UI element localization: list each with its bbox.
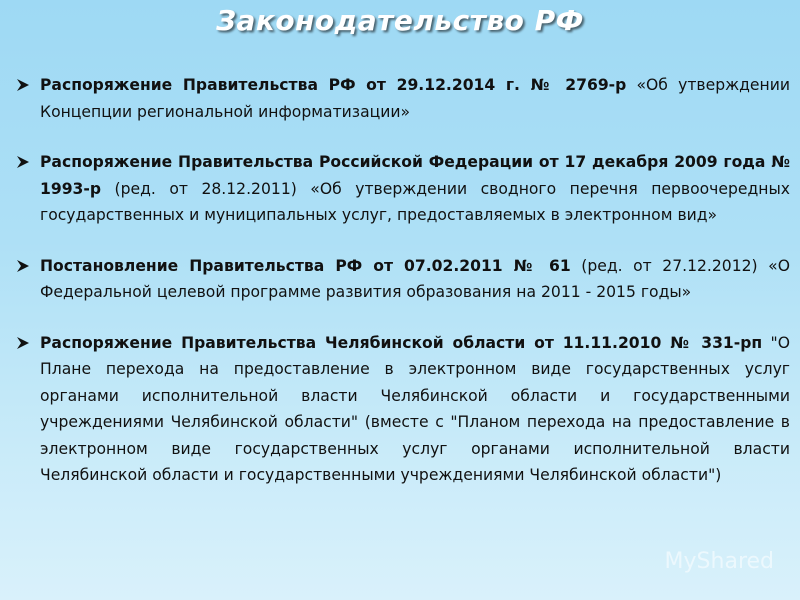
arrow-bullet-icon bbox=[16, 72, 34, 98]
document-description: «Об утверждении Концепции региональной информатизации» bbox=[40, 76, 790, 121]
document-reference: Распоряжение Правительства Челябинской области от 11.11.2010 № 331-рп bbox=[40, 333, 763, 352]
document-description: "О Плане перехода на предоставление в электронном виде государственных услуг органами исполнительной власти Челябинской области и государственными учреждениями Челябинской области" (вместе с "Планом перехода на предоставление в электронном виде государственных услуг органами исполнительной власти Челябинской области и государственными учреждениями Челябинской области") bbox=[40, 333, 790, 484]
document-description: (ред. от 27.12.2012) «О Федеральной целевой программе развития образования на 2011 - 2015 годы» bbox=[40, 256, 791, 301]
arrow-bullet-icon bbox=[16, 149, 34, 175]
document-reference: Постановление Правительства РФ от 07.02.2011 № 61 bbox=[40, 256, 571, 275]
watermark: MyShared bbox=[664, 549, 774, 574]
legislation-list bbox=[14, 72, 790, 513]
document-reference: Распоряжение Правительства РФ от 29.12.2014 г. № 2769-р bbox=[40, 76, 627, 94]
list-item bbox=[14, 72, 790, 125]
arrow-bullet-icon bbox=[16, 253, 34, 279]
list-item bbox=[14, 253, 790, 306]
document-reference: Распоряжение Правительства Российской Федерации от 17 декабря 2009 года № 1993-р bbox=[40, 153, 790, 198]
list-item bbox=[14, 330, 790, 489]
document-description: (ред. от 28.12.2011) «Об утверждении сводного перечня первоочередных государственных и муниципальных услуг, предоставляемых в электронном вид» bbox=[40, 179, 790, 224]
list-item bbox=[14, 149, 790, 229]
arrow-bullet-icon bbox=[16, 330, 34, 356]
page-title: Законодательство РФ bbox=[216, 4, 584, 37]
